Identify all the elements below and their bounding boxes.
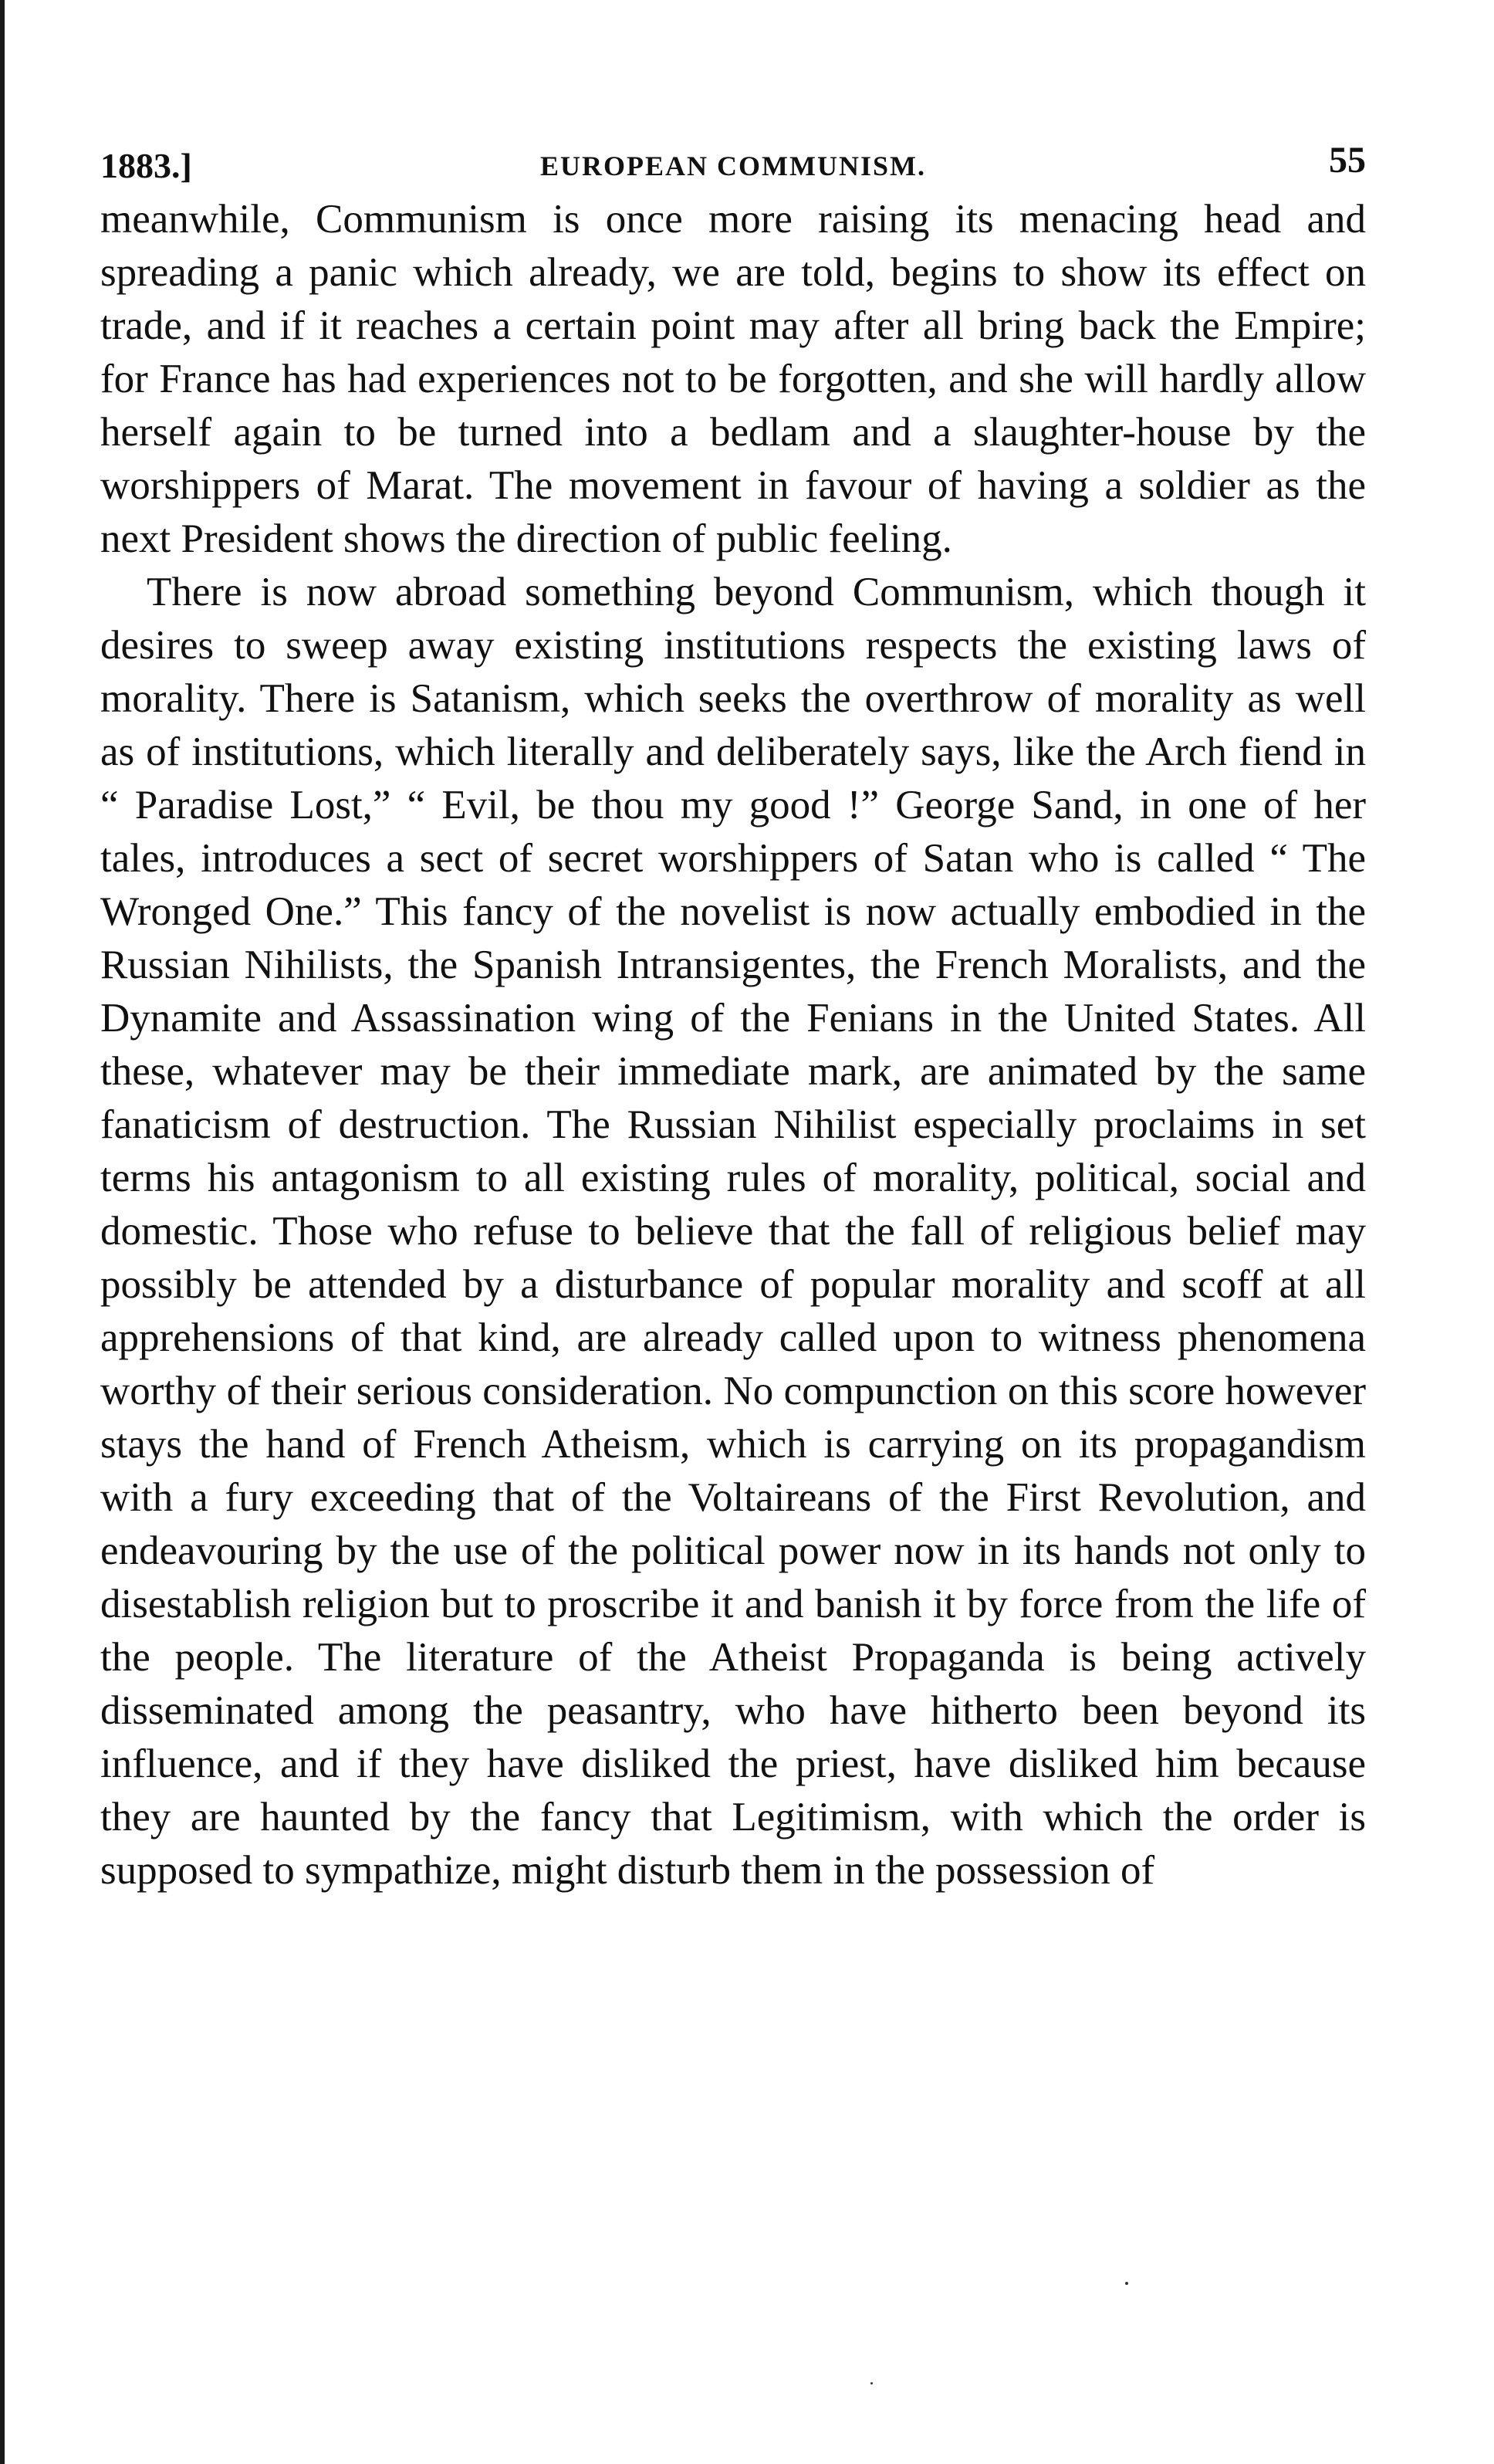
header-year: 1883.]	[100, 146, 192, 185]
running-header	[100, 139, 1366, 193]
speck	[870, 2382, 873, 2384]
page-number: 55	[1329, 140, 1366, 181]
paragraph: There is now abroad something beyond Communism, which though it desires to sweep away existing institutions respects the existing laws of morality. There is Satanism, which seeks the overthrow of morality as well as of institutions, which literally and deliberately says, like the Arch fiend in “ Paradise Lost,” “ Evil, be thou my good !” George Sand, in one of her tales, introduces a sect of secret worshippers of Satan who is called “ The Wronged One.” This fancy of the novelist is now actually embodied in the Russian Nihilists, the Spanish Intransigentes, the French Moralists, and the Dynamite and Assassination wing of the Fenians in the United States. All these, whatever may be their immediate mark, are animated by the same fanaticism of destruction. The Russian Nihilist especially proclaims in set terms his antagonism to all existing rules of morality, political, social and domestic. Those who refuse to believe that the fall of religious belief may possibly be attended by a disturbance of popular morality and scoff at all apprehensions of that kind, are already called upon to witness phenomena worthy of their serious consideration. No compunction on this score however stays the hand of French Atheism, which is carrying on its propagandism with a fury exceeding that of the Voltaireans of the First Revolution, and endeavouring by the use of the political power now in its hands not only to disestablish religion but to proscribe it and banish it by force from the life of the people. The literature of the Atheist Propaganda is being actively disseminated among the peasantry, who have hitherto been beyond its influence, and if they have disliked the priest, have disliked him because they are haunted by the fancy that Legitimism, with which the order is supposed to sympathize, might disturb them in the possession of	[100, 570, 1366, 1893]
speck	[1125, 2282, 1128, 2285]
body-text	[100, 193, 1366, 1897]
header-title: EUROPEAN COMMUNISM.	[540, 151, 926, 181]
page-edge	[0, 0, 5, 2464]
paragraph-continued: meanwhile, Communism is once more raising its menacing head and spreading a panic which already, we are told, begins to show its effect on trade, and if it reaches a certain point may after all bring back the Empire; for France has had experiences not to be forgotten, and she will hardly allow herself again to be turned into a bedlam and a slaughter-house by the worshippers of Marat. The movement in favour of having a soldier as the next President shows the direction of public feeling.	[100, 197, 1366, 561]
page	[100, 139, 1366, 1897]
